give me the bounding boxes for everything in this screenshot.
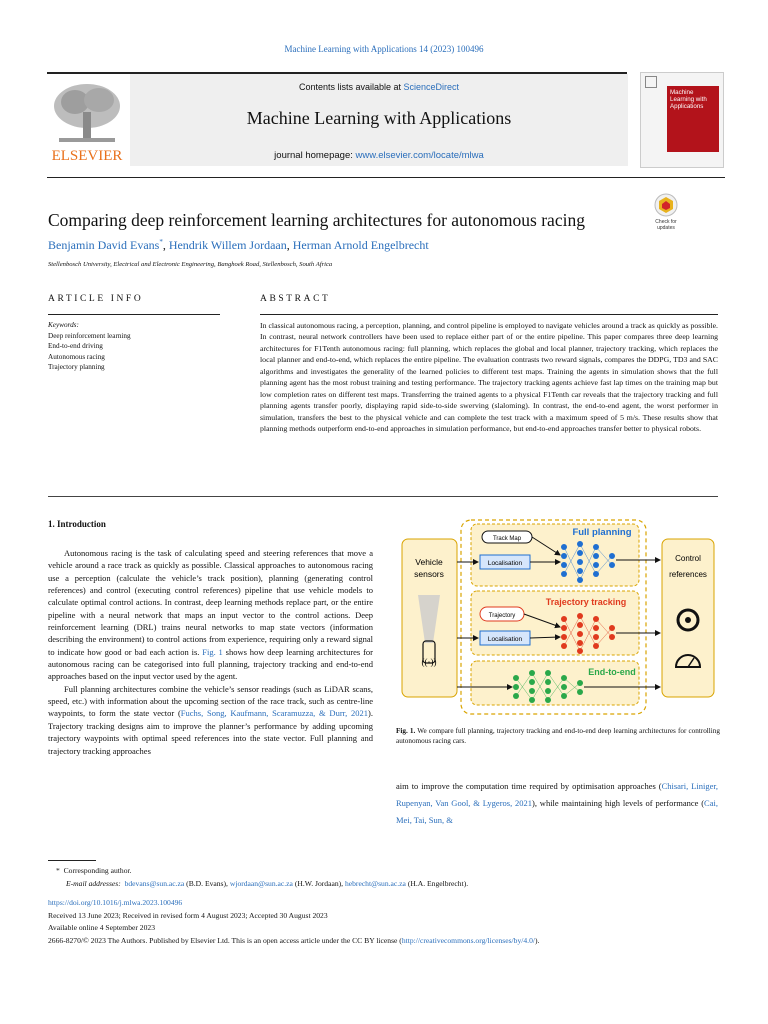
intro-text: aim to improve the computation time required by optimisation approaches (	[396, 781, 662, 791]
header-rule	[47, 177, 725, 178]
email-owner: (H.W. Jordaan),	[292, 879, 345, 888]
svg-text:updates: updates	[657, 225, 675, 231]
email-engelbrecht-link[interactable]: hebrecht@sun.ac.za	[344, 879, 406, 888]
vehicle-sensors-label-2: sensors	[414, 569, 444, 579]
email-label: E-mail addresses:	[66, 879, 121, 888]
trajectory-label: Trajectory	[488, 613, 516, 619]
email-evans-link[interactable]: bdevans@sun.ac.za	[124, 879, 185, 888]
journal-citation[interactable]: Machine Learning with Applications 14 (2023) 100496	[284, 44, 484, 54]
abstract-rule	[260, 314, 718, 315]
corresponding-mark[interactable]: *	[159, 238, 163, 246]
keywords-label: Keywords:	[48, 321, 79, 329]
affiliation: Stellenbosch University, Electrical and Electronic Engineering, Banghoek Road, Stellenbosch, South Africa	[48, 261, 333, 268]
corresponding-note	[56, 866, 132, 875]
license-text: 2666-8270/© 2023 The Authors. Published by Elsevier Ltd. This is an open access article under the CC BY license (	[48, 936, 402, 945]
doi-link[interactable]: https://doi.org/10.1016/j.mlwa.2023.100496	[48, 898, 183, 907]
author-sep: ,	[286, 238, 293, 252]
localisation-label-1: Localisation	[487, 560, 523, 567]
article-info-rule	[48, 314, 220, 315]
email-owner: (B.D. Evans),	[184, 879, 230, 888]
elsevier-wordmark: ELSEVIER	[51, 148, 123, 164]
intro-heading: 1. Introduction	[48, 519, 106, 529]
footnote-rule	[48, 860, 96, 861]
cover-elsevier-icon	[645, 76, 657, 88]
citation-cai-link[interactable]: Cai, Mei, Tai, Sun, &	[396, 797, 718, 825]
email-jordaan-link[interactable]: wjordaan@sun.ac.za	[229, 879, 293, 888]
localisation-label-2: Localisation	[487, 636, 523, 643]
citation-fuchs-link[interactable]: Fuchs, Song, Kaufmann, Scaramuzza, & Durr, 2021	[180, 708, 369, 719]
intro-paragraph-1	[48, 547, 373, 683]
license-link[interactable]: http://creativecommons.org/licenses/by/4.0/	[401, 936, 535, 945]
intro-left-column	[48, 547, 373, 757]
contents-available	[130, 82, 628, 92]
author-evans[interactable]: Benjamin David Evans	[48, 238, 160, 252]
intro-text: shows how deep learning architectures for autonomous racing can be categorised into full planning, trajectory tracking and end-to-end approaches based on the input vector used by the agent.	[48, 646, 373, 682]
journal-homepage	[130, 150, 628, 161]
license-text: ).	[534, 936, 540, 945]
keyword-item: Trajectory planning	[48, 363, 105, 371]
section-rule	[48, 496, 718, 497]
svg-text:Check for: Check for	[655, 219, 677, 225]
elsevier-tree-logo	[47, 76, 127, 164]
available-online: Available online 4 September 2023	[48, 923, 155, 932]
author-jordaan[interactable]: Hendrik Willem Jordaan	[168, 238, 287, 252]
sciencedirect-link[interactable]: ScienceDirect	[403, 82, 460, 92]
keyword-item: End-to-end driving	[48, 342, 103, 350]
control-references-label-2: references	[669, 570, 707, 579]
citation-chisari-link[interactable]: Chisari, Liniger, Rupenyan, Van Gool, & Lygeros, 2021	[396, 781, 718, 808]
figure-1-caption	[396, 726, 720, 746]
check-for-updates-icon[interactable]	[648, 192, 684, 232]
abstract-heading: ABSTRACT	[260, 294, 331, 304]
intro-text: ), while maintaining high levels of performance (	[532, 797, 705, 808]
paper-title: Comparing deep reinforcement learning architectures for autonomous racing	[48, 210, 585, 230]
homepage-link[interactable]: www.elsevier.com/locate/mlwa	[355, 150, 484, 161]
email-addresses	[66, 879, 468, 888]
license-line	[48, 936, 539, 945]
abstract-text: In classical autonomous racing, a perception, planning, and control pipeline is employed to navigate vehicles around a track as quickly as possible. In contrast, neural network controllers have been used to replace either part of or the entire pipeline. This paper compares three deep learning architectures for F1Tenth autonomous racing: full planning, which replaces the global and local planner, trajectory tracking, which replaces the local planner and end-to-end, which replaces the entire pipeline. The evaluation contrasts two reward signals, compares the DDPG, TD3 and SAC algorithms and investigates the generality of the learned policies to different test maps. Training the agents in simulation shows that the full planning agent has the most robust training and testing performance. The trajectory tracking agents achieve fast lap times on the training map but low completion rates on different test maps. Transferring the trained agents to a physical F1Tenth car reveals that the trajectory tracking and full planning agents transfer poorly, displaying rapid side-to-side swerving (slaloming). In contrast, the end-to-end agent, the worst performer in simulation, transfers the best to the physical vehicle and can complete the test track with a maximum speed of 5 m/s. These results show that planning methods outperform end-to-end approaches in simulation performance, but end-to-end approaches transfer better to physical robots.	[260, 321, 718, 434]
figure-label: Fig. 1.	[396, 727, 416, 735]
signal-icon: ((·))	[421, 657, 437, 667]
author-list	[48, 238, 648, 253]
trajectory-tracking-title: Trajectory tracking	[545, 597, 627, 607]
author-engelbrecht[interactable]: Herman Arnold Engelbrecht	[292, 238, 429, 252]
intro-text: Autonomous racing is the task of calculating speed and steering references that move a vehicle around a race track as quickly as possible. Classical approaches to autonomous racing use a perception (calculate the vehicle’s track position), planning (generating control references) and control (executing control references) pipeline that use vehicle models to calculate optimal control actions. In contrast, deep learning methods replace part, or the entire pipeline with a neural network that maps an input vector to the control actions. Deep reinforcement learning (DRL) trains neural networks to map state vectors (information describing the environment) to control actions from experience, requiring only a reward signal to indicate how good or bad each action is.	[48, 548, 373, 657]
track-map-label: Track Map	[492, 536, 522, 542]
keywords-block	[48, 320, 220, 373]
intro-paragraph-2	[48, 683, 373, 757]
keyword-item: Autonomous racing	[48, 352, 105, 361]
caption-text: We compare full planning, trajectory tracking and end-to-end deep learning architectures for controlling autonomous racing cars.	[396, 727, 720, 745]
author-sep: ,	[162, 238, 169, 252]
intro-right-column	[396, 778, 718, 828]
journal-title: Machine Learning with Applications	[246, 108, 512, 128]
received-dates: Received 13 June 2023; Received in revised form 4 August 2023; Accepted 30 August 2023	[48, 911, 328, 920]
intro-text: ). Trajectory tracking designs aim to improve the planner’s performance by adding upcoming trajectory waypoints with optimal speed references into the state vector. Full planning and trajectory tracking approaches	[48, 708, 373, 756]
article-info-heading: ARTICLE INFO	[48, 294, 144, 304]
vehicle-sensors-label: Vehicle	[415, 557, 443, 567]
figure-1-diagram	[396, 515, 720, 719]
intro-text: Full planning architectures combine the vehicle’s sensor readings (such as LiDAR scans, speed, etc.) with information about the upcoming section of the race track, such as centre-line waypoints, to form the state vector (	[48, 683, 373, 719]
cover-title: Machine Learning with Applications	[670, 89, 707, 110]
email-owner: (H.A. Engelbrecht).	[405, 879, 469, 888]
corresponding-label: Corresponding author.	[63, 866, 132, 875]
homepage-prefix: journal homepage:	[274, 150, 356, 161]
keyword-item: Deep reinforcement learning	[48, 331, 131, 340]
footnote-star: *	[56, 866, 60, 875]
fig1-link[interactable]: Fig. 1	[202, 646, 223, 657]
contents-prefix: Contents lists available at	[298, 82, 404, 92]
full-planning-title: Full planning	[572, 527, 632, 538]
end-to-end-title: End-to-end	[588, 667, 636, 677]
control-references-label: Control	[675, 554, 701, 563]
